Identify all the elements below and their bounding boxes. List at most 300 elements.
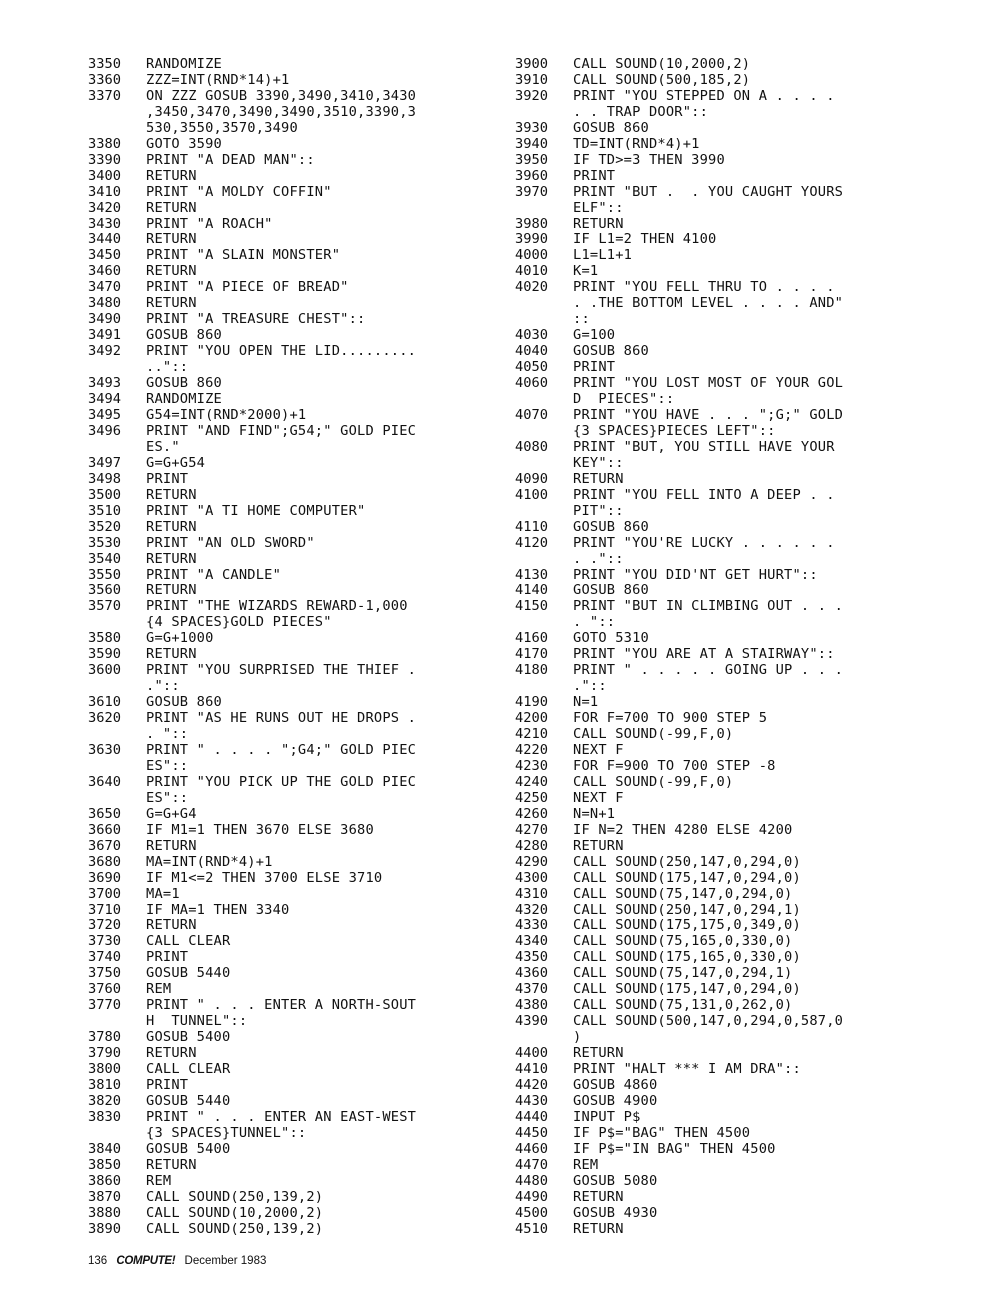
code-statement: IF MA=1 THEN 3340	[146, 901, 290, 918]
code-statement: RETURN	[146, 167, 197, 184]
code-statement: CALL SOUND(250,139,2)	[146, 1188, 324, 1205]
line-number: 3497	[88, 454, 121, 471]
code-statement: RANDOMIZE	[146, 56, 222, 72]
line-number: 3390	[88, 151, 121, 168]
code-statement: MA=1	[146, 885, 180, 902]
line-number: 4490	[515, 1188, 548, 1205]
line-number: 4270	[515, 821, 548, 838]
listing-column-left	[88, 57, 518, 1238]
code-line	[515, 887, 945, 903]
line-number: 4350	[515, 949, 548, 966]
code-line	[515, 121, 945, 137]
code-statement: PRINT	[573, 359, 616, 376]
line-number: 4480	[515, 1172, 548, 1189]
code-statement: CALL SOUND(75,165,0,330,0)	[573, 933, 793, 950]
line-number: 4050	[515, 359, 548, 376]
code-statement: RETURN	[146, 550, 197, 567]
code-statement: N=N+1	[573, 805, 616, 822]
line-number: 3920	[515, 87, 548, 104]
code-statement: PRINT "BUT, YOU STILL HAVE YOUR KEY"::	[573, 438, 835, 471]
line-number: 3620	[88, 710, 121, 727]
line-number: 4380	[515, 997, 548, 1014]
line-number: 3980	[515, 215, 548, 232]
code-statement: GOSUB 5400	[146, 1029, 231, 1046]
code-line	[515, 376, 945, 408]
code-line	[88, 504, 518, 520]
line-number: 3670	[88, 837, 121, 854]
code-line	[515, 1046, 945, 1062]
code-line	[515, 1190, 945, 1206]
page-number: 136	[88, 1255, 108, 1267]
code-statement: RETURN	[146, 1045, 197, 1062]
line-number: 3420	[88, 199, 121, 216]
code-statement: RANDOMIZE	[146, 391, 222, 408]
line-number: 4230	[515, 757, 548, 774]
code-statement: CALL SOUND(75,147,0,294,1)	[573, 965, 793, 982]
code-statement: PRINT "A SLAIN MONSTER"	[146, 247, 341, 264]
code-line	[88, 903, 518, 919]
code-statement: CALL SOUND(75,131,0,262,0)	[573, 997, 793, 1014]
code-statement: RETURN	[146, 263, 197, 280]
code-line	[88, 887, 518, 903]
code-statement: CALL SOUND(10,2000,2)	[573, 56, 751, 72]
line-number: 4330	[515, 917, 548, 934]
code-statement: NEXT F	[573, 789, 624, 806]
code-line	[515, 855, 945, 871]
line-number: 4090	[515, 470, 548, 487]
code-statement: PRINT "YOU DID'NT GET HURT"::	[573, 566, 818, 583]
code-statement: IF TD>=3 THEN 3990	[573, 151, 725, 168]
line-number: 3770	[88, 997, 121, 1014]
line-number: 4510	[515, 1220, 548, 1237]
line-number: 4110	[515, 518, 548, 535]
line-number: 4240	[515, 773, 548, 790]
code-line	[88, 823, 518, 839]
code-line	[88, 217, 518, 233]
line-number: 3970	[515, 183, 548, 200]
code-statement: GOSUB 860	[573, 582, 649, 599]
code-statement: PRINT "YOU STEPPED ON A . . . . . . TRAP DOOR"::	[573, 87, 835, 120]
line-number: 3790	[88, 1045, 121, 1062]
line-number: 4160	[515, 630, 548, 647]
code-statement: MA=INT(RND*4)+1	[146, 853, 273, 870]
code-line	[515, 169, 945, 185]
line-number: 3510	[88, 502, 121, 519]
code-line	[515, 583, 945, 599]
code-statement: RETURN	[146, 518, 197, 535]
line-number: 4000	[515, 247, 548, 264]
code-line	[515, 1110, 945, 1126]
code-statement: RETURN	[146, 582, 197, 599]
code-line	[88, 775, 518, 807]
code-statement: IF M1<=2 THEN 3700 ELSE 3710	[146, 869, 383, 886]
code-statement: PRINT " . . . ENTER AN EAST-WEST {3 SPACES}TUNNEL"::	[146, 1108, 417, 1141]
code-statement: PRINT	[573, 167, 616, 184]
code-statement: CALL CLEAR	[146, 933, 231, 950]
code-statement: CALL SOUND(175,147,0,294,0)	[573, 869, 801, 886]
line-number: 4420	[515, 1077, 548, 1093]
line-number: 3690	[88, 869, 121, 886]
line-number: 3960	[515, 167, 548, 184]
line-number: 3450	[88, 247, 121, 264]
code-line	[515, 839, 945, 855]
code-line	[88, 232, 518, 248]
code-line	[88, 73, 518, 89]
line-number: 3760	[88, 981, 121, 998]
code-statement: FOR F=700 TO 900 STEP 5	[573, 710, 768, 727]
line-number: 3493	[88, 375, 121, 392]
code-line	[515, 727, 945, 743]
line-number: 4370	[515, 981, 548, 998]
line-number: 3590	[88, 646, 121, 663]
code-statement: PRINT "YOU SURPRISED THE THIEF . ."::	[146, 662, 417, 695]
code-statement: PRINT "YOU FELL INTO A DEEP . . PIT"::	[573, 486, 835, 519]
line-number: 3580	[88, 630, 121, 647]
code-statement: PRINT "AN OLD SWORD"	[146, 534, 315, 551]
line-number: 4310	[515, 885, 548, 902]
line-number: 4290	[515, 853, 548, 870]
line-number: 4130	[515, 566, 548, 583]
code-line	[88, 982, 518, 998]
code-line	[88, 280, 518, 296]
code-line	[515, 1206, 945, 1222]
code-line	[515, 1094, 945, 1110]
line-number: 3820	[88, 1092, 121, 1109]
line-number: 4430	[515, 1092, 548, 1109]
code-statement: GOSUB 4860	[573, 1077, 658, 1093]
code-line	[515, 934, 945, 950]
code-statement: GOSUB 4930	[573, 1204, 658, 1221]
code-statement: IF N=2 THEN 4280 ELSE 4200	[573, 821, 793, 838]
code-statement: PRINT "A TREASURE CHEST"::	[146, 311, 366, 328]
code-statement: PRINT "A MOLDY COFFIN"	[146, 183, 332, 200]
issue-date: December 1983	[184, 1255, 267, 1267]
code-statement: RETURN	[573, 1220, 624, 1237]
code-statement: RETURN	[573, 470, 624, 487]
code-line	[515, 1142, 945, 1158]
code-statement: IF P$="BAG" THEN 4500	[573, 1124, 751, 1141]
code-statement: PRINT "AS HE RUNS OUT HE DROPS . . "::	[146, 710, 417, 743]
line-number: 3640	[88, 773, 121, 790]
line-number: 4140	[515, 582, 548, 599]
code-line	[515, 647, 945, 663]
code-line	[515, 185, 945, 217]
line-number: 3740	[88, 949, 121, 966]
code-line	[88, 264, 518, 280]
code-statement: PRINT "YOU FELL THRU TO . . . . . .THE BOTTOM LEVEL . . . . AND" ::	[573, 279, 844, 328]
code-statement: G=100	[573, 327, 616, 344]
line-number: 3530	[88, 534, 121, 551]
code-line	[88, 392, 518, 408]
code-line	[515, 1078, 945, 1094]
line-number: 4070	[515, 406, 548, 423]
code-line	[88, 520, 518, 536]
line-number: 4340	[515, 933, 548, 950]
code-line	[88, 568, 518, 584]
code-line	[515, 520, 945, 536]
line-number: 4080	[515, 438, 548, 455]
line-number: 3870	[88, 1188, 121, 1205]
line-number: 3910	[515, 71, 548, 88]
code-line	[515, 153, 945, 169]
line-number: 3780	[88, 1029, 121, 1046]
code-statement: RETURN	[573, 837, 624, 854]
code-line	[88, 169, 518, 185]
listing-column-right	[515, 57, 945, 1238]
code-line	[88, 1030, 518, 1046]
line-number: 4300	[515, 869, 548, 886]
line-number: 4170	[515, 646, 548, 663]
code-line	[515, 982, 945, 998]
code-line	[88, 807, 518, 823]
code-line	[88, 1046, 518, 1062]
line-number: 4260	[515, 805, 548, 822]
line-number: 3498	[88, 470, 121, 487]
code-statement: PRINT "YOU ARE AT A STAIRWAY"::	[573, 646, 835, 663]
code-statement: GOTO 5310	[573, 630, 649, 647]
code-statement: PRINT	[146, 1077, 189, 1093]
code-statement: GOSUB 4900	[573, 1092, 658, 1109]
line-number: 3600	[88, 662, 121, 679]
code-line	[88, 663, 518, 695]
code-statement: PRINT "YOU PICK UP THE GOLD PIEC ES"::	[146, 773, 417, 806]
code-line	[88, 408, 518, 424]
line-number: 4030	[515, 327, 548, 344]
code-line	[88, 137, 518, 153]
line-number: 3680	[88, 853, 121, 870]
code-line	[515, 344, 945, 360]
line-number: 3720	[88, 917, 121, 934]
line-number: 3660	[88, 821, 121, 838]
line-number: 3410	[88, 183, 121, 200]
code-statement: CALL SOUND(175,165,0,330,0)	[573, 949, 801, 966]
code-line	[515, 871, 945, 887]
code-statement: GOSUB 5080	[573, 1172, 658, 1189]
line-number: 4470	[515, 1156, 548, 1173]
code-line	[88, 312, 518, 328]
code-line	[88, 328, 518, 344]
code-statement: RETURN	[146, 231, 197, 248]
line-number: 3610	[88, 694, 121, 711]
line-number: 3890	[88, 1220, 121, 1237]
line-number: 3950	[515, 151, 548, 168]
code-statement: G=G+1000	[146, 630, 214, 647]
code-line	[515, 232, 945, 248]
line-number: 3730	[88, 933, 121, 950]
code-statement: CALL SOUND(175,175,0,349,0)	[573, 917, 801, 934]
line-number: 4410	[515, 1061, 548, 1078]
code-line	[515, 1126, 945, 1142]
code-line	[515, 791, 945, 807]
code-line	[88, 472, 518, 488]
line-number: 3860	[88, 1172, 121, 1189]
code-statement: CALL SOUND(500,147,0,294,0,587,0 )	[573, 1013, 844, 1046]
code-statement: G54=INT(RND*2000)+1	[146, 406, 307, 423]
line-number: 3520	[88, 518, 121, 535]
code-line	[88, 695, 518, 711]
code-line	[515, 775, 945, 791]
code-line	[88, 647, 518, 663]
code-statement: CALL SOUND(500,185,2)	[573, 71, 751, 88]
line-number: 3940	[515, 135, 548, 152]
code-line	[515, 89, 945, 121]
code-statement: REM	[146, 1172, 172, 1189]
code-line	[88, 1094, 518, 1110]
line-number: 3500	[88, 486, 121, 503]
code-line	[88, 456, 518, 472]
code-statement: GOSUB 860	[573, 518, 649, 535]
code-statement: PRINT " . . . . . GOING UP . . . ."::	[573, 662, 844, 695]
code-line	[88, 488, 518, 504]
code-line	[515, 903, 945, 919]
code-statement: PRINT "YOU LOST MOST OF YOUR GOL D PIECES"::	[573, 375, 844, 408]
line-number: 3460	[88, 263, 121, 280]
code-line	[515, 57, 945, 73]
code-line	[88, 599, 518, 631]
code-statement: RETURN	[146, 837, 197, 854]
code-statement: L1=L1+1	[573, 247, 633, 264]
code-statement: CALL SOUND(-99,F,0)	[573, 773, 734, 790]
line-number: 3880	[88, 1204, 121, 1221]
code-line	[88, 1110, 518, 1142]
code-statement: RETURN	[146, 1156, 197, 1173]
code-line	[88, 918, 518, 934]
line-number: 4190	[515, 694, 548, 711]
code-line	[515, 360, 945, 376]
code-statement: PRINT "YOU'RE LUCKY . . . . . . . ."::	[573, 534, 835, 567]
code-statement: CALL SOUND(250,147,0,294,0)	[573, 853, 801, 870]
code-statement: RETURN	[146, 199, 197, 216]
code-statement: CALL SOUND(-99,F,0)	[573, 726, 734, 743]
code-line	[515, 918, 945, 934]
line-number: 4250	[515, 789, 548, 806]
code-line	[88, 855, 518, 871]
code-statement: GOSUB 860	[146, 327, 222, 344]
code-line	[515, 568, 945, 584]
line-number: 3496	[88, 422, 121, 439]
code-statement: PRINT "A DEAD MAN"::	[146, 151, 315, 168]
code-line	[515, 1222, 945, 1238]
line-number: 4220	[515, 741, 548, 758]
code-line	[88, 153, 518, 169]
code-line	[88, 1174, 518, 1190]
line-number: 4460	[515, 1140, 548, 1157]
code-line	[88, 711, 518, 743]
line-number: 4320	[515, 901, 548, 918]
code-line	[515, 217, 945, 233]
line-number: 3430	[88, 215, 121, 232]
code-line	[88, 966, 518, 982]
code-statement: PRINT "A ROACH"	[146, 215, 273, 232]
line-number: 3850	[88, 1156, 121, 1173]
line-number: 3810	[88, 1077, 121, 1093]
code-line	[88, 344, 518, 376]
line-number: 3495	[88, 406, 121, 423]
code-statement: N=1	[573, 694, 599, 711]
code-line	[88, 296, 518, 312]
code-line	[88, 536, 518, 552]
line-number: 3400	[88, 167, 121, 184]
code-statement: ZZZ=INT(RND*14)+1	[146, 71, 290, 88]
code-statement: NEXT F	[573, 741, 624, 758]
line-number: 3380	[88, 135, 121, 152]
code-statement: PRINT " . . . ENTER A NORTH-SOUT H TUNNEL"::	[146, 997, 417, 1030]
line-number: 4150	[515, 598, 548, 615]
line-number: 4500	[515, 1204, 548, 1221]
code-line	[515, 1062, 945, 1078]
code-line	[88, 185, 518, 201]
code-statement: ON ZZZ GOSUB 3390,3490,3410,3430 ,3450,3470,3490,3490,3510,3390,3 530,3550,3570,3490	[146, 87, 417, 136]
code-statement: PRINT "BUT . . YOU CAUGHT YOURS ELF"::	[573, 183, 844, 216]
code-statement: PRINT "A CANDLE"	[146, 566, 282, 583]
line-number: 4040	[515, 343, 548, 360]
code-statement: RETURN	[146, 295, 197, 312]
line-number: 4210	[515, 726, 548, 743]
line-number: 4390	[515, 1013, 548, 1030]
line-number: 3650	[88, 805, 121, 822]
line-number: 4010	[515, 263, 548, 280]
code-line	[88, 1190, 518, 1206]
code-line	[515, 1158, 945, 1174]
line-number: 4200	[515, 710, 548, 727]
code-statement: GOSUB 860	[573, 343, 649, 360]
code-statement: CALL CLEAR	[146, 1061, 231, 1078]
code-statement: IF L1=2 THEN 4100	[573, 231, 717, 248]
code-line	[515, 631, 945, 647]
code-line	[515, 663, 945, 695]
code-line	[88, 376, 518, 392]
code-statement: G=G+G54	[146, 454, 206, 471]
code-line	[515, 950, 945, 966]
code-line	[88, 89, 518, 137]
code-statement: CALL SOUND(250,139,2)	[146, 1220, 324, 1237]
code-statement: PRINT	[146, 470, 189, 487]
line-number: 4100	[515, 486, 548, 503]
code-line	[515, 695, 945, 711]
line-number: 3630	[88, 741, 121, 758]
code-statement: PRINT "THE WIZARDS REWARD-1,000 {4 SPACES}GOLD PIECES"	[146, 598, 408, 631]
line-number: 3350	[88, 56, 121, 72]
code-line	[88, 552, 518, 568]
code-line	[515, 73, 945, 89]
line-number: 3540	[88, 550, 121, 567]
line-number: 3750	[88, 965, 121, 982]
code-line	[515, 599, 945, 631]
code-statement: GOTO 3590	[146, 135, 222, 152]
line-number: 3830	[88, 1108, 121, 1125]
code-statement: INPUT P$	[573, 1108, 641, 1125]
line-number: 4360	[515, 965, 548, 982]
code-line	[515, 966, 945, 982]
line-number: 4060	[515, 375, 548, 392]
line-number: 4400	[515, 1045, 548, 1062]
magazine-name: COMPUTE!	[116, 1255, 176, 1267]
code-statement: GOSUB 5400	[146, 1140, 231, 1157]
code-statement: PRINT	[146, 949, 189, 966]
code-line	[88, 583, 518, 599]
line-number: 3700	[88, 885, 121, 902]
line-number: 3370	[88, 87, 121, 104]
code-line	[515, 823, 945, 839]
code-line	[515, 488, 945, 520]
line-number: 3560	[88, 582, 121, 599]
code-line	[515, 408, 945, 440]
line-number: 3990	[515, 231, 548, 248]
code-line	[88, 871, 518, 887]
code-line	[88, 998, 518, 1030]
line-number: 3360	[88, 71, 121, 88]
code-statement: TD=INT(RND*4)+1	[573, 135, 700, 152]
